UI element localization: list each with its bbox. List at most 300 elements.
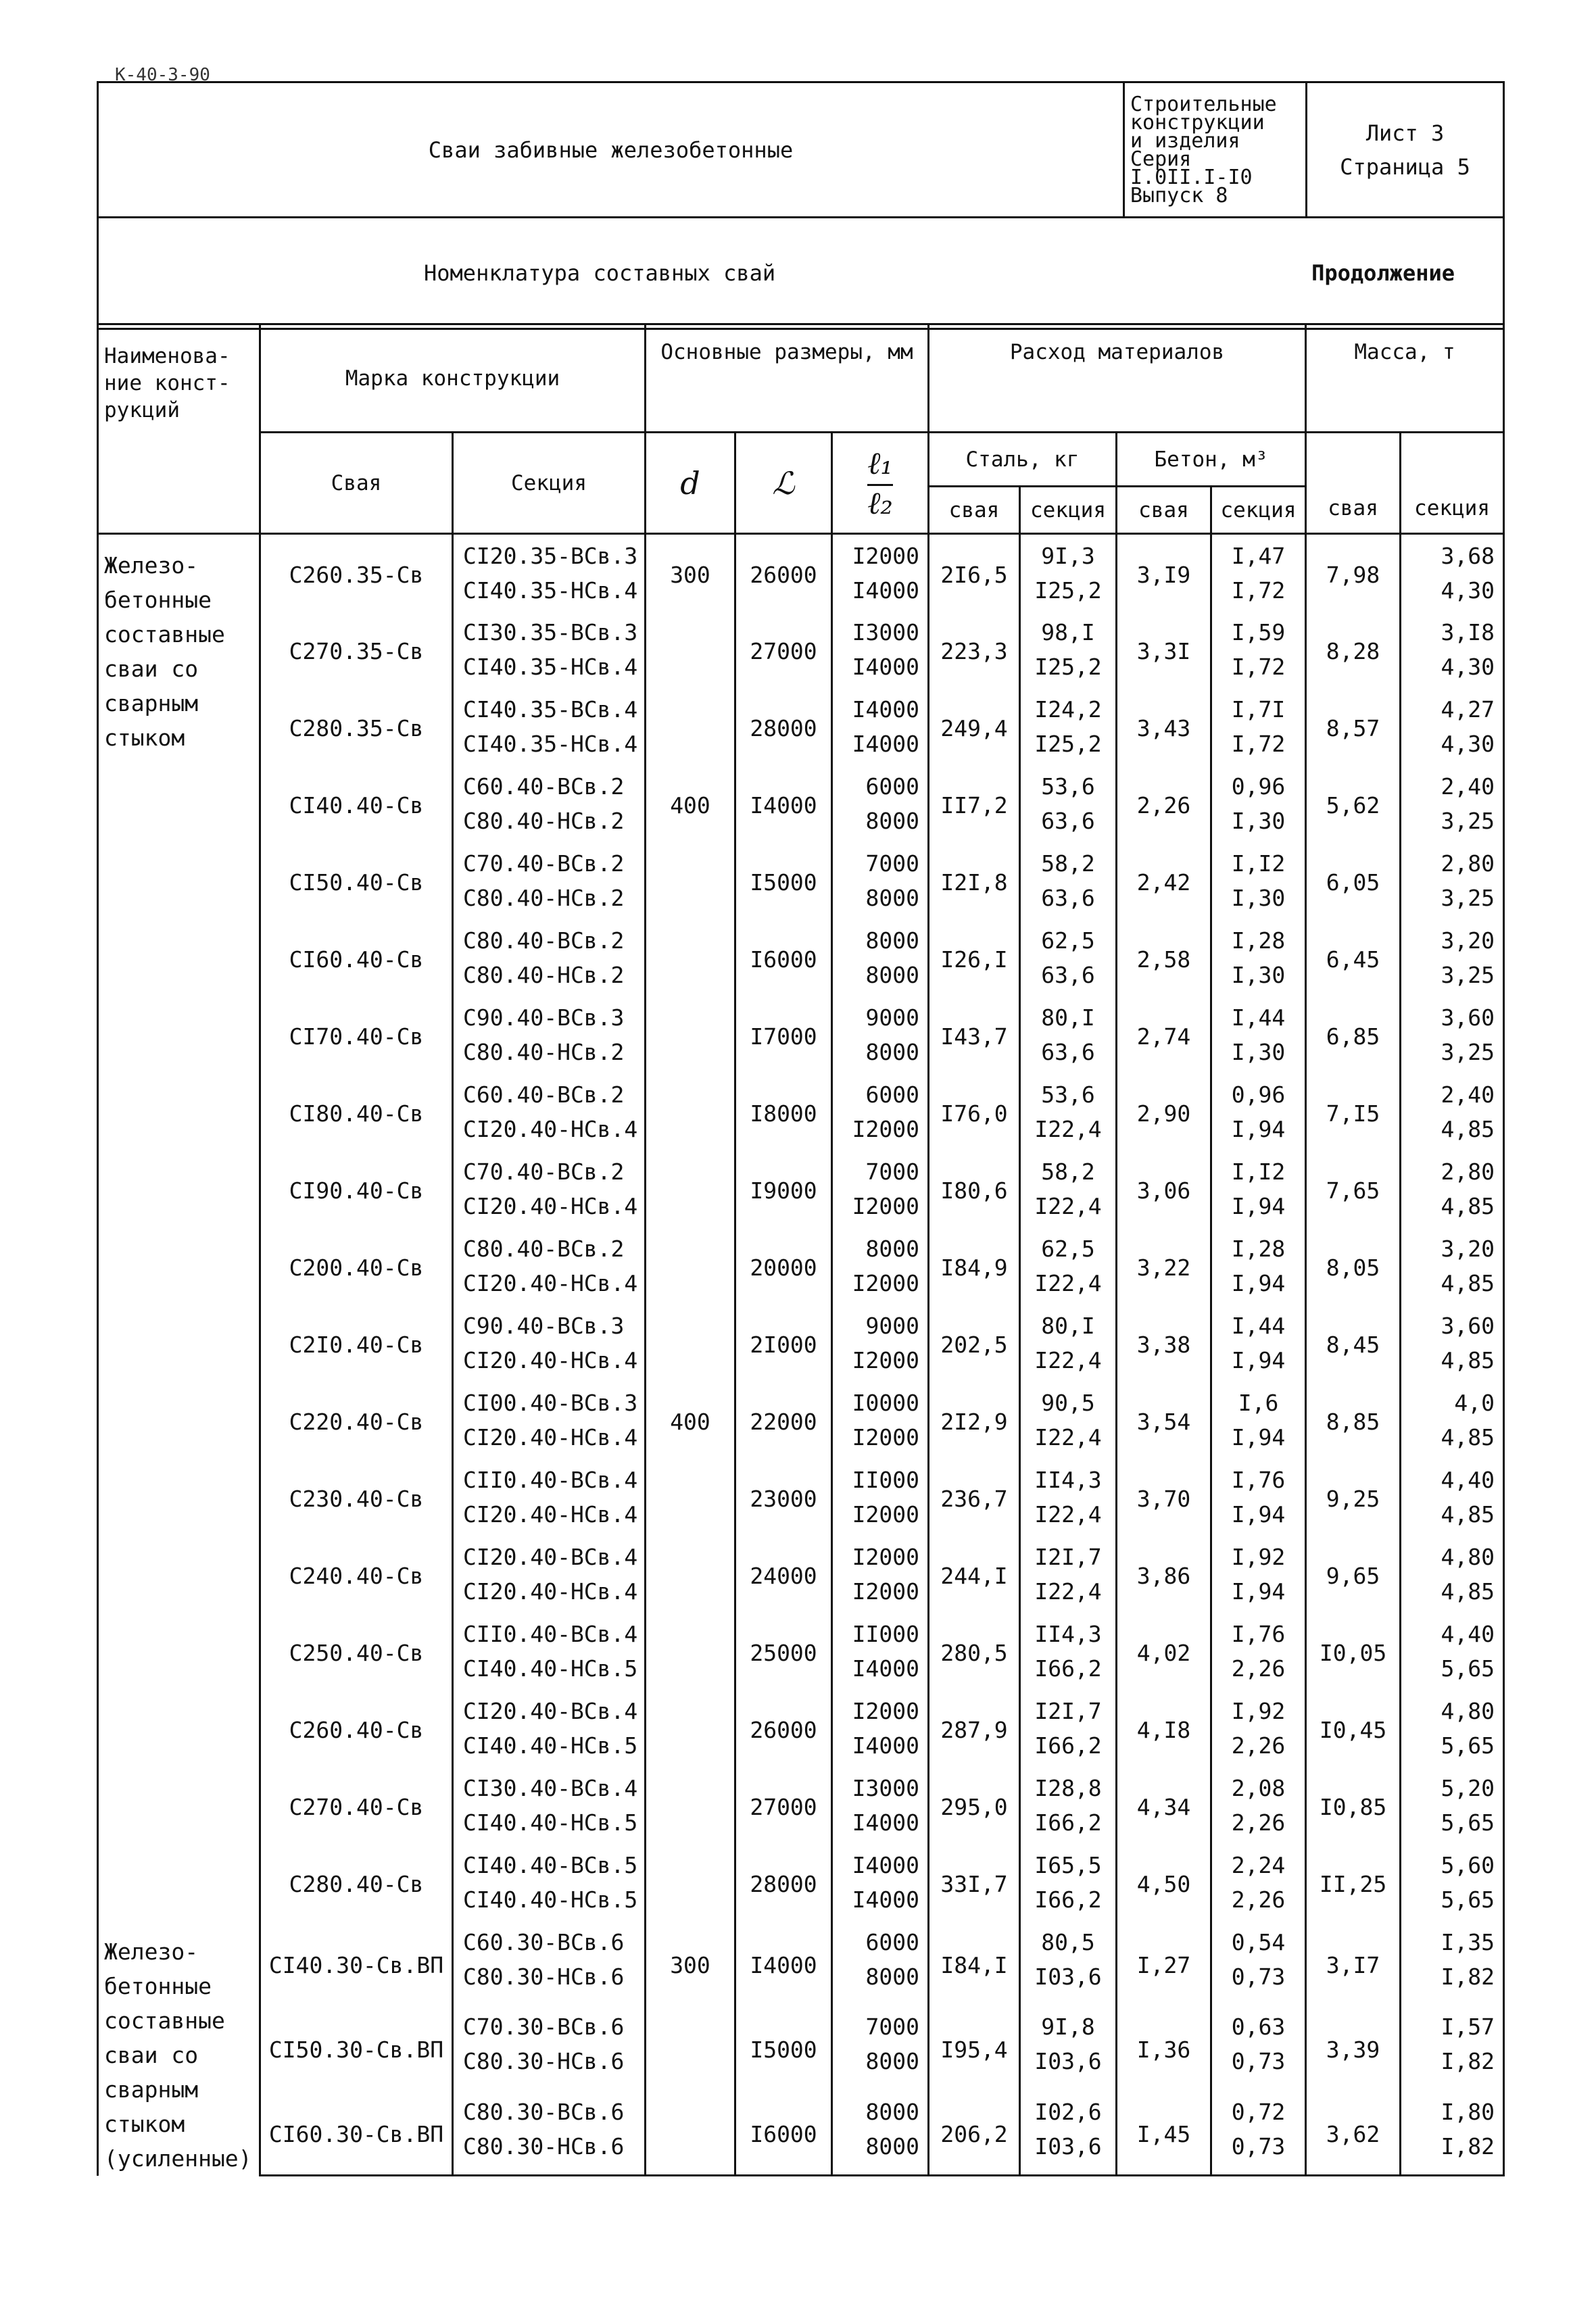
steel-section [1020, 1459, 1117, 1536]
section-marks-value: С80.40-НСв.2 [463, 1038, 625, 1065]
dim-d: 400 [646, 1382, 735, 1459]
concrete-pile: 3,54 [1117, 1382, 1211, 1459]
concrete-section [1211, 1227, 1306, 1305]
mass-pile: I0,05 [1306, 1613, 1401, 1690]
concrete-pile: 2,26 [1117, 765, 1211, 842]
steel-pile: I84,9 [929, 1227, 1020, 1305]
group-name: Железо-бетонные составные сваи со сварным стыком [98, 534, 260, 1921]
mass-section [1401, 534, 1504, 611]
concrete-section [1211, 688, 1306, 765]
dim-L: 2I000 [735, 1305, 832, 1382]
steel-section-value: 98,I [1041, 618, 1095, 645]
dim-l [832, 919, 929, 996]
dim-l-value: I2000 [852, 1269, 919, 1296]
section-marks [453, 534, 646, 611]
steel-pile: 33I,7 [929, 1844, 1020, 1921]
col-materials-header: Расход материалов [929, 324, 1306, 433]
dim-d [646, 842, 735, 919]
mass-section-value: 4,27 [1441, 696, 1495, 723]
steel-section [1020, 2005, 1117, 2091]
dim-l [832, 1382, 929, 1459]
steel-section-value: I22,4 [1034, 1192, 1102, 1219]
section-marks-value: С80.40-НСв.2 [463, 884, 625, 911]
concrete-section-value: I,94 [1231, 1501, 1286, 1528]
section-marks-value: С70.30-ВСв.6 [463, 2014, 625, 2041]
mass-section-value: 3,60 [1441, 1312, 1495, 1339]
mass-section-value: I,57 [1441, 2014, 1495, 2041]
mass-section-value: 5,60 [1441, 1851, 1495, 1878]
pile-mark: С200.40-Св [260, 1227, 453, 1305]
steel-section [1020, 688, 1117, 765]
concrete-pile: 3,06 [1117, 1150, 1211, 1227]
col-mark-pile: Свая [260, 433, 453, 534]
mass-pile: I0,85 [1306, 1767, 1401, 1844]
dim-d [646, 996, 735, 1073]
concrete-section-value: 2,08 [1231, 1774, 1286, 1801]
steel-pile: 244,I [929, 1536, 1020, 1613]
mass-pile: 8,45 [1306, 1305, 1401, 1382]
concrete-section-value: I,30 [1231, 884, 1286, 911]
steel-section-value: 80,I [1041, 1312, 1095, 1339]
table-row [98, 1305, 1504, 1382]
pile-mark: С280.40-Св [260, 1844, 453, 1921]
dim-l-value: I4000 [852, 653, 919, 680]
steel-section-value: I66,2 [1034, 1655, 1102, 1682]
page-number: Страница 5 [1340, 153, 1470, 180]
steel-section-value: I22,4 [1034, 1346, 1102, 1373]
steel-section-value: 62,5 [1041, 1235, 1095, 1262]
section-marks [453, 1150, 646, 1227]
pile-mark: С2I0.40-Св [260, 1305, 453, 1382]
dim-L: I9000 [735, 1150, 832, 1227]
mass-pile: 7,I5 [1306, 1073, 1401, 1150]
section-marks-value: СI40.35-ВСв.4 [463, 696, 638, 723]
section-marks [453, 996, 646, 1073]
table-row [98, 1690, 1504, 1767]
dim-d [646, 1459, 735, 1536]
steel-pile: I43,7 [929, 996, 1020, 1073]
pile-mark: СI40.30-Св.ВП [260, 1921, 453, 2006]
steel-section-value: I22,4 [1034, 1501, 1102, 1528]
dim-L: 26000 [735, 1690, 832, 1767]
steel-section-value: 63,6 [1041, 807, 1095, 834]
steel-section-value: I65,5 [1034, 1851, 1102, 1878]
dim-l-value: 6000 [865, 1081, 919, 1108]
concrete-section-value: I,94 [1231, 1192, 1286, 1219]
steel-section-value: I25,2 [1034, 653, 1102, 680]
section-marks-value: СI20.40-ВСв.4 [463, 1697, 638, 1724]
concrete-section [1211, 1921, 1306, 2006]
concrete-section-value: I,28 [1231, 1235, 1286, 1262]
dim-l-value: 6000 [865, 773, 919, 800]
section-marks-value: С80.40-ВСв.2 [463, 1235, 625, 1262]
dim-l-value: I2000 [852, 1423, 919, 1451]
concrete-section [1211, 2005, 1306, 2091]
concrete-section-value: I,92 [1231, 1543, 1286, 1570]
section-marks-value: СI40.35-НСв.4 [463, 653, 638, 680]
mass-section [1401, 2091, 1504, 2176]
dim-L: I4000 [735, 765, 832, 842]
dim-l-value: I2000 [852, 1501, 919, 1528]
concrete-section [1211, 1459, 1306, 1536]
mass-section [1401, 1921, 1504, 2006]
table-subtitle-row [98, 218, 1504, 329]
concrete-section [1211, 1073, 1306, 1150]
mass-section-value: 4,85 [1441, 1423, 1495, 1451]
dim-l-value: 8000 [865, 807, 919, 834]
section-marks [453, 842, 646, 919]
dim-l-value: I2000 [852, 1543, 919, 1570]
section-marks [453, 688, 646, 765]
section-marks-value: СI30.40-ВСв.4 [463, 1774, 638, 1801]
mass-pile: 3,I7 [1306, 1921, 1401, 2006]
dim-l-value: I4000 [852, 1851, 919, 1878]
concrete-section-value: I,94 [1231, 1115, 1286, 1142]
concrete-pile: 2,58 [1117, 919, 1211, 996]
concrete-section-value: 0,73 [1231, 2048, 1286, 2075]
steel-pile: 287,9 [929, 1690, 1020, 1767]
steel-section-value: I22,4 [1034, 1423, 1102, 1451]
concrete-section-value: I,59 [1231, 618, 1286, 645]
section-marks [453, 1690, 646, 1767]
dim-l [832, 1844, 929, 1921]
mass-pile: 8,05 [1306, 1227, 1401, 1305]
mass-section [1401, 611, 1504, 688]
steel-section-value: I22,4 [1034, 1115, 1102, 1142]
steel-pile: 202,5 [929, 1305, 1020, 1382]
steel-section [1020, 534, 1117, 611]
mass-pile: 9,25 [1306, 1459, 1401, 1536]
mass-section-value: 4,85 [1441, 1578, 1495, 1605]
col-concrete-section: секция [1211, 487, 1306, 534]
concrete-section [1211, 996, 1306, 1073]
steel-section-value: 9I,8 [1041, 2014, 1095, 2041]
mass-section-value: 3,68 [1441, 543, 1495, 569]
mass-pile: 8,28 [1306, 611, 1401, 688]
pile-mark: С250.40-Св [260, 1613, 453, 1690]
steel-section-value: I03,6 [1034, 2048, 1102, 2075]
steel-pile: 2I2,9 [929, 1382, 1020, 1459]
dim-l [832, 1767, 929, 1844]
steel-section-value: I24,2 [1034, 696, 1102, 723]
steel-section [1020, 1227, 1117, 1305]
dim-l-value: I3000 [852, 1774, 919, 1801]
concrete-section-value: I,I2 [1231, 850, 1286, 877]
steel-pile: I76,0 [929, 1073, 1020, 1150]
dim-l-value: I4000 [852, 1732, 919, 1759]
dim-d [646, 1073, 735, 1150]
steel-section [1020, 1536, 1117, 1613]
dim-d [646, 2005, 735, 2091]
col-mass-pile: свая [1306, 433, 1401, 534]
section-marks [453, 919, 646, 996]
section-marks [453, 2091, 646, 2176]
table-row [98, 842, 1504, 919]
mass-section-value: 4,40 [1441, 1466, 1495, 1493]
steel-pile: I2I,8 [929, 842, 1020, 919]
concrete-section-value: 0,73 [1231, 1963, 1286, 1990]
concrete-section-value: 0,96 [1231, 1081, 1286, 1108]
steel-section [1020, 1690, 1117, 1767]
pile-mark: С230.40-Св [260, 1459, 453, 1536]
section-marks-value: СI40.35-НСв.4 [463, 577, 638, 604]
steel-section-value: 53,6 [1041, 1081, 1095, 1108]
table-row [98, 1844, 1504, 1921]
concrete-section [1211, 919, 1306, 996]
concrete-pile: 4,50 [1117, 1844, 1211, 1921]
mass-section [1401, 919, 1504, 996]
group-name: Железо-бетонные составные сваи со сварным стыком (усиленные) [98, 1921, 260, 2176]
section-marks-value: С90.40-ВСв.3 [463, 1004, 625, 1031]
concrete-section [1211, 2091, 1306, 2176]
section-marks-value: СI20.40-НСв.4 [463, 1578, 638, 1605]
concrete-pile: 3,86 [1117, 1536, 1211, 1613]
concrete-section [1211, 534, 1306, 611]
steel-section [1020, 1613, 1117, 1690]
dim-L: 28000 [735, 1844, 832, 1921]
dim-d [646, 1227, 735, 1305]
concrete-section-value: 2,26 [1231, 1809, 1286, 1836]
mass-section-value: 4,40 [1441, 1620, 1495, 1647]
table-row [98, 2005, 1504, 2091]
mass-pile: 7,98 [1306, 534, 1401, 611]
col-dim-L: ℒ [735, 433, 832, 534]
table-subtitle: Номенклатура составных свай [424, 260, 776, 286]
pile-mark: С280.35-Св [260, 688, 453, 765]
pile-mark: С240.40-Св [260, 1536, 453, 1613]
concrete-section-value: I,72 [1231, 577, 1286, 604]
steel-section-value: I22,4 [1034, 1578, 1102, 1605]
dim-d: 400 [646, 765, 735, 842]
steel-section-value: 80,5 [1041, 1928, 1095, 1955]
title-block [97, 81, 1505, 330]
dim-L: 22000 [735, 1382, 832, 1459]
steel-section [1020, 1382, 1117, 1459]
series-line: Строительные [1130, 92, 1277, 116]
dim-l-value: I4000 [852, 696, 919, 723]
steel-section-value: I28,8 [1034, 1774, 1102, 1801]
dim-l-value: 7000 [865, 2014, 919, 2041]
concrete-section-value: 0,54 [1231, 1928, 1286, 1955]
dim-L: I5000 [735, 2005, 832, 2091]
dim-l [832, 611, 929, 688]
mass-pile: 6,05 [1306, 842, 1401, 919]
mass-section-value: 3,I8 [1441, 618, 1495, 645]
dim-l-value: I2000 [852, 1578, 919, 1605]
dim-l-value: I2000 [852, 1115, 919, 1142]
dim-l-value: I4000 [852, 1809, 919, 1836]
section-marks [453, 1305, 646, 1382]
steel-section [1020, 1844, 1117, 1921]
concrete-section-value: I,30 [1231, 961, 1286, 988]
concrete-pile: 3,38 [1117, 1305, 1211, 1382]
steel-section-value: I22,4 [1034, 1269, 1102, 1296]
dim-l [832, 2005, 929, 2091]
concrete-section-value: I,44 [1231, 1004, 1286, 1031]
table-row [98, 996, 1504, 1073]
dim-l-value: I2000 [852, 543, 919, 569]
dim-l-value: I0000 [852, 1389, 919, 1416]
steel-section-value: I66,2 [1034, 1886, 1102, 1913]
col-dim-l1: ℓ₁ [867, 445, 893, 481]
mass-section-value: 4,80 [1441, 1543, 1495, 1570]
steel-pile: I84,I [929, 1921, 1020, 2006]
section-marks [453, 1382, 646, 1459]
steel-section [1020, 2091, 1117, 2176]
col-concrete-pile: свая [1117, 487, 1211, 534]
mass-section [1401, 1227, 1504, 1305]
concrete-section-value: I,92 [1231, 1697, 1286, 1724]
dim-l-value: 8000 [865, 2098, 919, 2125]
dim-l-value: I3000 [852, 618, 919, 645]
concrete-section-value: I,7I [1231, 696, 1286, 723]
section-marks-value: С80.30-НСв.6 [463, 2048, 625, 2075]
pile-mark: С260.40-Св [260, 1690, 453, 1767]
dim-l-value: I4000 [852, 1886, 919, 1913]
section-marks-value: СI20.40-ВСв.4 [463, 1543, 638, 1570]
dim-L: 27000 [735, 1767, 832, 1844]
pile-mark: С260.35-Св [260, 534, 453, 611]
mass-section [1401, 765, 1504, 842]
steel-section [1020, 611, 1117, 688]
mass-section [1401, 996, 1504, 1073]
pile-mark: СI70.40-Св [260, 996, 453, 1073]
dim-L: I6000 [735, 919, 832, 996]
dim-L: I6000 [735, 2091, 832, 2176]
mass-section-value: 4,85 [1441, 1115, 1495, 1142]
section-marks-value: СI20.40-НСв.4 [463, 1423, 638, 1451]
dim-l [832, 1690, 929, 1767]
dim-l-value: 7000 [865, 1158, 919, 1185]
table-row [98, 1073, 1504, 1150]
concrete-section [1211, 1690, 1306, 1767]
table-row [98, 1536, 1504, 1613]
mass-section [1401, 1150, 1504, 1227]
dim-d: 300 [646, 534, 735, 611]
section-marks-value: СI40.40-НСв.5 [463, 1809, 638, 1836]
steel-section-value: I2I,7 [1034, 1697, 1102, 1724]
steel-pile: I95,4 [929, 2005, 1020, 2091]
dim-d [646, 1690, 735, 1767]
section-marks-value: СI20.40-НСв.4 [463, 1501, 638, 1528]
mass-section-value: 5,65 [1441, 1809, 1495, 1836]
steel-section [1020, 996, 1117, 1073]
concrete-pile: 4,34 [1117, 1767, 1211, 1844]
dim-l-value: 8000 [865, 1235, 919, 1262]
dim-l-value: 8000 [865, 2048, 919, 2075]
steel-section-value: 63,6 [1041, 884, 1095, 911]
section-marks-value: СI20.40-НСв.4 [463, 1115, 638, 1142]
concrete-section-value: I,72 [1231, 730, 1286, 757]
concrete-section [1211, 1305, 1306, 1382]
steel-section-value: 58,2 [1041, 1158, 1095, 1185]
mass-section [1401, 2005, 1504, 2091]
mass-section-value: 5,20 [1441, 1774, 1495, 1801]
concrete-section-value: I,6 [1238, 1389, 1279, 1416]
mass-section-value: 2,40 [1441, 773, 1495, 800]
concrete-pile: 3,I9 [1117, 534, 1211, 611]
steel-section-value: 63,6 [1041, 1038, 1095, 1065]
dim-d: 300 [646, 1921, 735, 2006]
steel-section [1020, 919, 1117, 996]
mass-pile: II,25 [1306, 1844, 1401, 1921]
mass-section-value: 4,85 [1441, 1269, 1495, 1296]
steel-pile: 236,7 [929, 1459, 1020, 1536]
dim-l [832, 1150, 929, 1227]
dim-l [832, 1305, 929, 1382]
section-marks-value: С60.40-ВСв.2 [463, 1081, 625, 1108]
mass-section-value: 4,0 [1454, 1389, 1495, 1416]
mass-section-value: 2,80 [1441, 850, 1495, 877]
table-row [98, 1227, 1504, 1305]
section-marks-value: СI20.40-НСв.4 [463, 1192, 638, 1219]
steel-section-value: I03,6 [1034, 2133, 1102, 2160]
continuation-label: Продолжение [1311, 260, 1455, 286]
dim-l-value: I2000 [852, 1697, 919, 1724]
mass-section [1401, 1613, 1504, 1690]
mass-section-value: I,35 [1441, 1928, 1495, 1955]
dim-l [832, 842, 929, 919]
pile-mark: СI60.40-Св [260, 919, 453, 996]
section-marks-value: СI20.40-НСв.4 [463, 1346, 638, 1373]
mass-pile: 6,45 [1306, 919, 1401, 996]
dim-L: 25000 [735, 1613, 832, 1690]
section-marks [453, 1459, 646, 1536]
concrete-section-value: I,94 [1231, 1269, 1286, 1296]
mass-section-value: 3,25 [1441, 1038, 1495, 1065]
dim-l-value: II000 [852, 1620, 919, 1647]
concrete-section-value: 0,96 [1231, 773, 1286, 800]
section-marks [453, 1844, 646, 1921]
pile-mark: СI50.40-Св [260, 842, 453, 919]
concrete-section [1211, 1767, 1306, 1844]
dim-d [646, 1150, 735, 1227]
steel-pile: 223,3 [929, 611, 1020, 688]
section-marks-value: С70.40-ВСв.2 [463, 850, 625, 877]
col-dim-l [832, 433, 929, 534]
steel-pile: II7,2 [929, 765, 1020, 842]
section-marks-value: СI40.40-НСв.5 [463, 1732, 638, 1759]
mass-section-value: 4,85 [1441, 1346, 1495, 1373]
section-marks-value: С80.30-НСв.6 [463, 2133, 625, 2160]
pile-mark: СI90.40-Св [260, 1150, 453, 1227]
table-row [98, 919, 1504, 996]
dim-L: 23000 [735, 1459, 832, 1536]
concrete-section [1211, 1536, 1306, 1613]
mass-section [1401, 1073, 1504, 1150]
sheet-info [1307, 82, 1504, 218]
section-marks [453, 1227, 646, 1305]
mass-pile: 9,65 [1306, 1536, 1401, 1613]
mass-section [1401, 1536, 1504, 1613]
steel-section-value: 53,6 [1041, 773, 1095, 800]
mass-section [1401, 1382, 1504, 1459]
pile-mark: С270.35-Св [260, 611, 453, 688]
section-marks-value: СI30.35-ВСв.3 [463, 618, 638, 645]
dim-d [646, 1613, 735, 1690]
concrete-section-value: I,94 [1231, 1423, 1286, 1451]
archive-stamp: K-40-3-90 [115, 65, 210, 85]
concrete-section-value: I,44 [1231, 1312, 1286, 1339]
steel-section [1020, 1305, 1117, 1382]
concrete-section-value: I,94 [1231, 1346, 1286, 1373]
mass-section-value: I,82 [1441, 2133, 1495, 2160]
steel-section [1020, 1073, 1117, 1150]
dim-L: 27000 [735, 611, 832, 688]
concrete-section [1211, 1844, 1306, 1921]
concrete-section-value: I,76 [1231, 1466, 1286, 1493]
concrete-section-value: 2,26 [1231, 1732, 1286, 1759]
